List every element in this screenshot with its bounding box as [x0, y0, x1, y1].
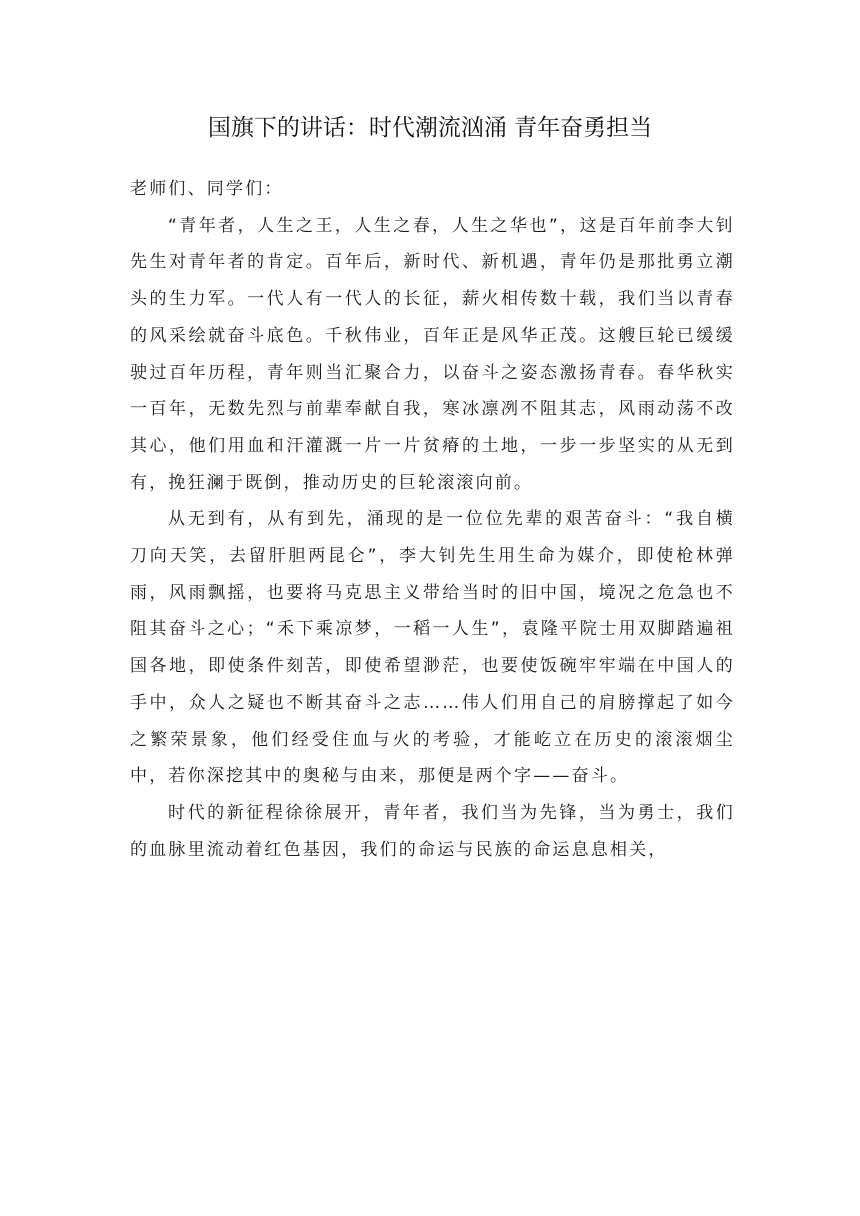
document-body — [130, 171, 735, 868]
paragraph-3: 时代的新征程徐徐展开，青年者，我们当为先锋，当为勇士，我们的血脉里流动着红色基因，我们的命运与民族的命运息息相关， — [130, 802, 735, 860]
paragraph-1: “青年者，人生之王，人生之春，人生之华也”，这是百年前李大钊先生对青年者的肯定。百年后，新时代、新机遇，青年仍是那批勇立潮头的生力军。一代人有一代人的长征，薪火相传数十载，我们当以青春的风采绘就奋斗底色。千秋伟业，百年正是风华正茂。这艘巨轮已缓缓驶过百年历程，青年则当汇聚合力，以奋斗之姿态激扬青春。春华秋实一百年，无数先烈与前辈奉献自我，寒冰凛冽不阻其志，风雨动荡不改其心，他们用血和汗灌溉一片一片贫瘠的土地，一步一步坚实的从无到有，挽狂澜于既倒，推动历史的巨轮滚滚向前。 — [130, 215, 735, 493]
document-title: 国旗下的讲话：时代潮流汹涌 青年奋勇担当 — [207, 115, 653, 141]
paragraph-2: 从无到有，从有到先，涌现的是一位位先辈的艰苦奋斗：“我自横刀向天笑，去留肝胆两昆仑”，李大钊先生用生命为媒介，即使枪林弹雨，风雨飘摇，也要将马克思主义带给当时的旧中国，境况之危急也不阻其奋斗之心；“禾下乘凉梦，一稻一人生”，袁隆平院士用双脚踏遍祖国各地，即使条件刻苦，即使希望渺茫，也要使饭碗牢牢端在中国人的手中，众人之疑也不断其奋斗之志……伟人们用自己的肩膀撑起了如今之繁荣景象，他们经受住血与火的考验，才能屹立在历史的滚滚烟尘中，若你深挖其中的奥秘与由来，那便是两个字——奋斗。 — [130, 509, 735, 787]
salutation: 老师们、同学们： — [130, 179, 284, 199]
